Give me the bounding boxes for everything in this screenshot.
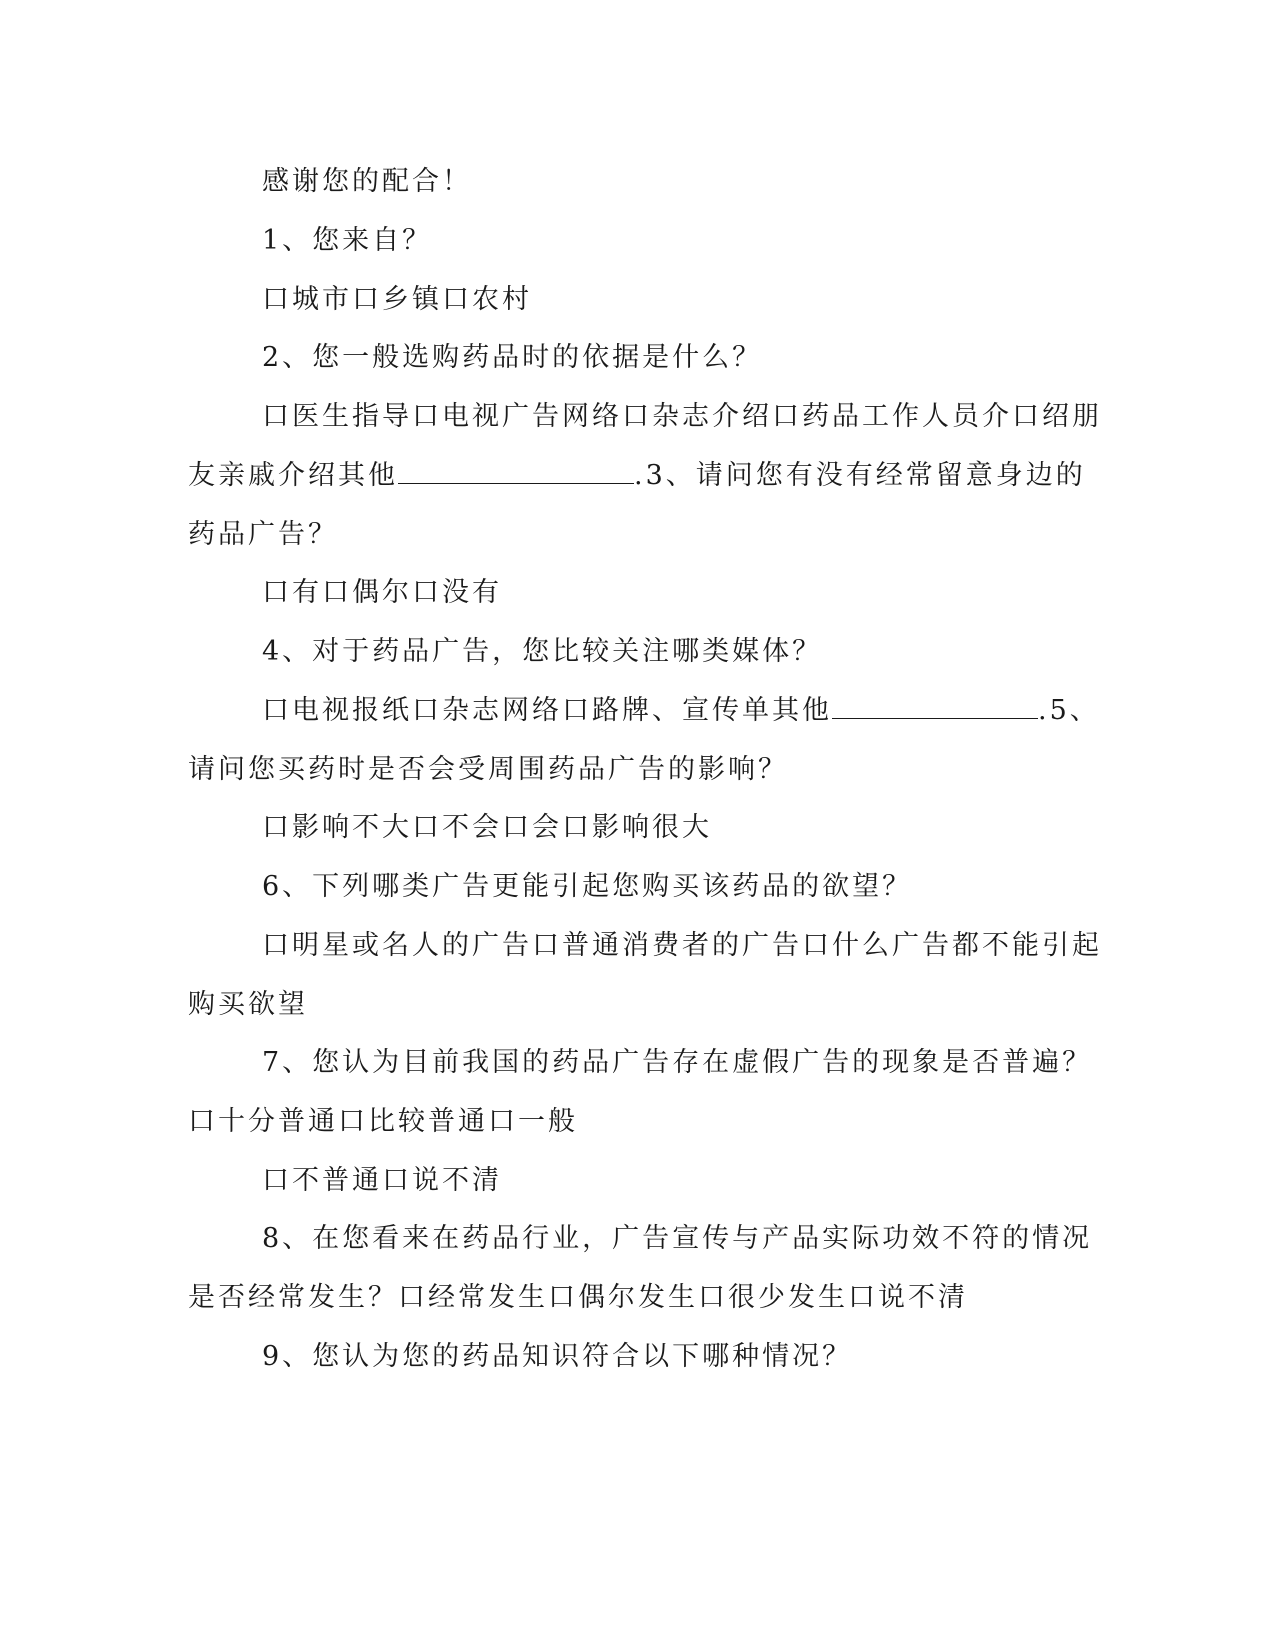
- options-4-text: 口电视报纸口杂志网络口路牌、宣传单其他: [262, 695, 832, 726]
- options-2-text: 友亲戚介绍其他: [188, 460, 398, 491]
- question-3-start: .3、请问您有没有经常留意身边的: [634, 460, 1086, 491]
- question-2: 2、您一般选购药品时的依据是什么？: [262, 342, 763, 373]
- fill-blank-2: [832, 696, 1038, 719]
- options-2-line-2: [188, 459, 1086, 493]
- options-6-line-1: 口明星或名人的广告口普通消费者的广告口什么广告都不能引起: [262, 930, 1102, 961]
- question-4: 4、对于药品广告，您比较关注哪类媒体？: [262, 636, 823, 667]
- options-2-line-1: 口医生指导口电视广告网络口杂志介绍口药品工作人员介口绍朋: [262, 401, 1102, 432]
- question-8-options: 是否经常发生？口经常发生口偶尔发生口很少发生口说不清: [188, 1282, 968, 1313]
- options-4-line: [262, 694, 1100, 728]
- options-1: 口城市口乡镇口农村: [262, 284, 532, 315]
- question-3-end: 药品广告？: [188, 519, 338, 550]
- fill-blank-1: [398, 461, 634, 484]
- question-7: 7、您认为目前我国的药品广告存在虚假广告的现象是否普遍？: [262, 1047, 1093, 1078]
- question-9: 9、您认为您的药品知识符合以下哪种情况？: [262, 1341, 853, 1372]
- options-7-line-1: 口十分普通口比较普通口一般: [188, 1106, 578, 1137]
- thanks-line: 感谢您的配合！: [262, 166, 472, 197]
- question-8: 8、在您看来在药品行业，广告宣传与产品实际功效不符的情况: [262, 1223, 1093, 1254]
- options-5: 口影响不大口不会口会口影响很大: [262, 812, 712, 843]
- question-6: 6、下列哪类广告更能引起您购买该药品的欲望？: [262, 871, 913, 902]
- question-1: 1、您来自？: [262, 225, 433, 256]
- question-5-start: .5、: [1038, 695, 1100, 726]
- options-6-line-2: 购买欲望: [188, 989, 308, 1020]
- question-5: 请问您买药时是否会受周围药品广告的影响？: [188, 754, 788, 785]
- options-7-line-2: 口不普通口说不清: [262, 1165, 502, 1196]
- options-3: 口有口偶尔口没有: [262, 577, 502, 608]
